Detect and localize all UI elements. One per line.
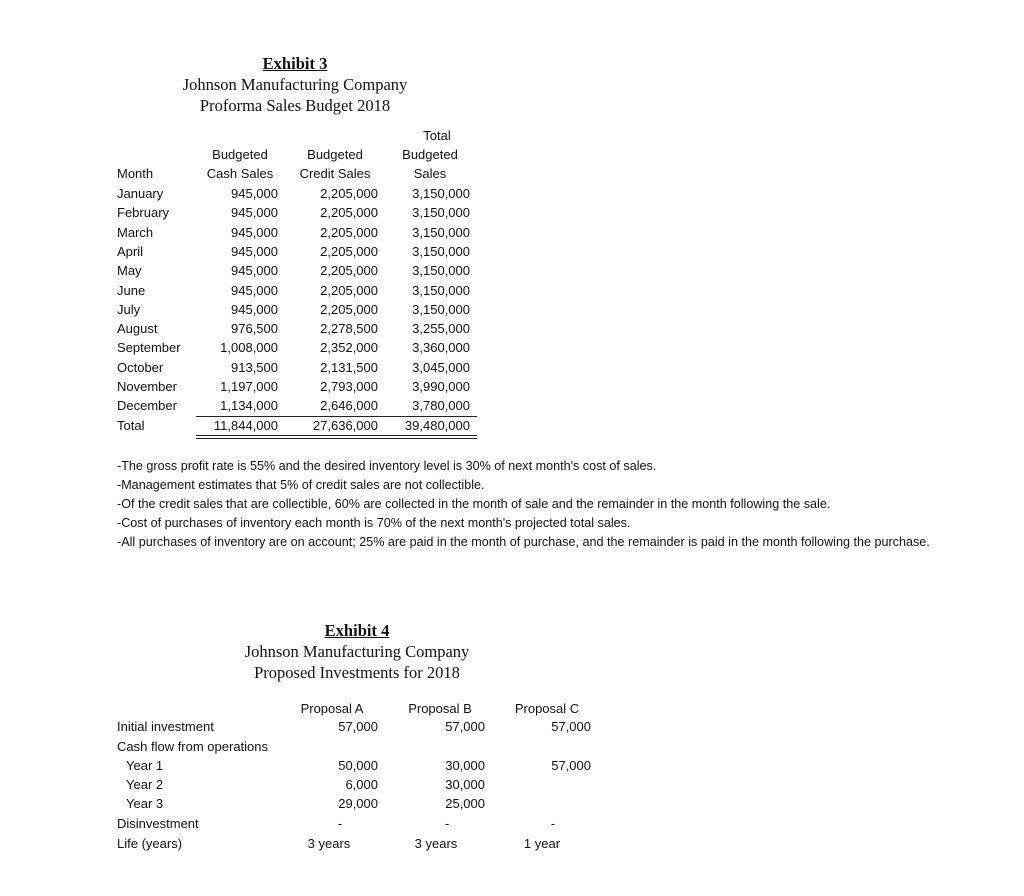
cash-sales-value: 913,500 (231, 359, 278, 375)
credit-sales-value: 2,793,000 (320, 379, 378, 394)
month-label: August (117, 321, 158, 337)
header-total-line3: Sales (413, 166, 447, 181)
proposal-c-value: 57,000 (551, 758, 591, 773)
month-label: March (117, 224, 154, 240)
month-label: May (117, 263, 142, 279)
exhibit3-title-block (150, 53, 440, 116)
note-line: -Management estimates that 5% of credit sales are not collectible. (117, 478, 485, 492)
credit-sales-value: 2,205,000 (320, 301, 378, 317)
month-label: November (117, 379, 177, 394)
header-month: Month (117, 166, 154, 181)
header-cash-line2: Cash Sales (206, 166, 274, 181)
proposal-b-value: 25,000 (445, 796, 485, 811)
credit-sales-value: 2,352,000 (320, 340, 378, 356)
total-sales-value: 3,150,000 (412, 282, 470, 298)
header-credit-line2: Credit Sales (299, 166, 371, 181)
month-label: January (117, 186, 164, 201)
total-sales-value: 3,150,000 (412, 301, 470, 317)
proposal-c-value: 1 year (523, 836, 561, 851)
total-credit: 27,636,000 (312, 418, 378, 433)
proposal-a-value: 50,000 (338, 758, 378, 773)
note-line: -Cost of purchases of inventory each month is 70% of the next month's projected total sales. (117, 516, 631, 530)
month-label: October (117, 359, 164, 375)
cash-sales-value: 1,134,000 (220, 398, 278, 414)
cash-sales-value: 945,000 (231, 186, 278, 201)
proposal-c-value: - (550, 816, 556, 831)
total-sales-value: 3,255,000 (412, 321, 470, 337)
credit-sales-value: 2,205,000 (320, 282, 378, 298)
exhibit3-subtitle: Proforma Sales Budget 2018 (199, 96, 391, 115)
month-label: June (117, 282, 146, 298)
exhibit3-company: Johnson Manufacturing Company (182, 75, 408, 94)
month-label: February (117, 205, 170, 221)
credit-sales-value: 2,646,000 (320, 398, 378, 414)
proposal-b-value: 3 years (414, 836, 458, 851)
row-label: Cash flow from operations (117, 739, 269, 754)
proposal-a-value: 3 years (307, 836, 351, 851)
row-label: Year 3 (126, 796, 164, 811)
credit-sales-value: 2,205,000 (320, 186, 378, 201)
proposal-a-value: - (337, 816, 343, 831)
total-sales-value: 3,045,000 (412, 359, 470, 375)
credit-sales-value: 2,205,000 (320, 263, 378, 279)
total-sales-value: 3,150,000 (412, 186, 470, 201)
row-label: Life (years) (117, 836, 183, 851)
credit-sales-value: 2,278,500 (320, 321, 378, 337)
proposal-b-value: 30,000 (445, 777, 485, 792)
cash-sales-value: 945,000 (231, 301, 278, 317)
total-cash: 11,844,000 (213, 418, 278, 433)
header-proposal-b: Proposal B (408, 701, 472, 716)
cash-sales-value: 1,008,000 (220, 340, 278, 356)
exhibit4-subtitle: Proposed Investments for 2018 (254, 663, 460, 682)
month-label: September (117, 340, 181, 356)
proposal-a-value: 57,000 (338, 719, 378, 734)
total-sales-value: 3,360,000 (412, 340, 470, 356)
proposal-b-value: - (444, 816, 450, 831)
cash-sales-value: 945,000 (231, 282, 278, 298)
exhibit4-title-block (212, 620, 502, 683)
total-sales-value: 3,150,000 (412, 224, 470, 240)
proposal-a-value: 6,000 (345, 777, 378, 792)
header-proposal-c: Proposal C (514, 701, 580, 716)
credit-sales-value: 2,131,500 (320, 359, 378, 375)
month-label: July (117, 301, 141, 317)
cash-sales-value: 945,000 (231, 224, 278, 240)
exhibit4-label: Exhibit 4 (324, 621, 390, 640)
credit-sales-value: 2,205,000 (320, 243, 378, 259)
cash-sales-value: 945,000 (231, 205, 278, 221)
total-sales-value: 3,990,000 (412, 379, 470, 394)
header-proposal-a: Proposal A (300, 701, 364, 716)
row-label: Year 2 (126, 777, 164, 792)
proposal-b-value: 57,000 (445, 719, 485, 734)
month-label: April (117, 243, 144, 259)
total-sales-value: 3,150,000 (412, 205, 470, 221)
exhibit3-label: Exhibit 3 (262, 54, 328, 73)
note-line: -Of the credit sales that are collectible, 60% are collected in the month of sale and the remainder in the month following the sale. (117, 497, 831, 511)
proposal-a-value: 29,000 (338, 796, 378, 811)
total-sales: 39,480,000 (404, 418, 470, 433)
total-row-label: Total (117, 418, 145, 433)
total-sales-value: 3,150,000 (412, 243, 470, 259)
proposal-c-value: 57,000 (551, 719, 591, 734)
cash-sales-value: 945,000 (231, 263, 278, 279)
proposal-b-value: 30,000 (445, 758, 485, 773)
cash-sales-value: 976,500 (231, 321, 278, 337)
header-total-line1: Total (423, 128, 451, 143)
total-double-rule (196, 435, 477, 439)
total-sales-value: 3,780,000 (412, 398, 470, 414)
exhibit4-company: Johnson Manufacturing Company (244, 642, 470, 661)
row-label: Disinvestment (117, 816, 199, 831)
month-label: December (117, 398, 177, 414)
cash-sales-value: 945,000 (231, 243, 278, 259)
header-credit-line1: Budgeted (307, 147, 363, 162)
credit-sales-value: 2,205,000 (320, 224, 378, 240)
cash-sales-value: 1,197,000 (220, 379, 278, 394)
credit-sales-value: 2,205,000 (320, 205, 378, 221)
note-line: -All purchases of inventory are on account; 25% are paid in the month of purchase, and the remainder is paid in the month following the purchase. (117, 535, 930, 549)
header-total-line2: Budgeted (402, 147, 458, 162)
header-cash-line1: Budgeted (212, 147, 268, 162)
note-line: -The gross profit rate is 55% and the desired inventory level is 30% of next month's cost of sales. (117, 459, 657, 473)
total-sales-value: 3,150,000 (412, 263, 470, 279)
row-label: Year 1 (126, 758, 164, 773)
row-label: Initial investment (117, 719, 214, 734)
